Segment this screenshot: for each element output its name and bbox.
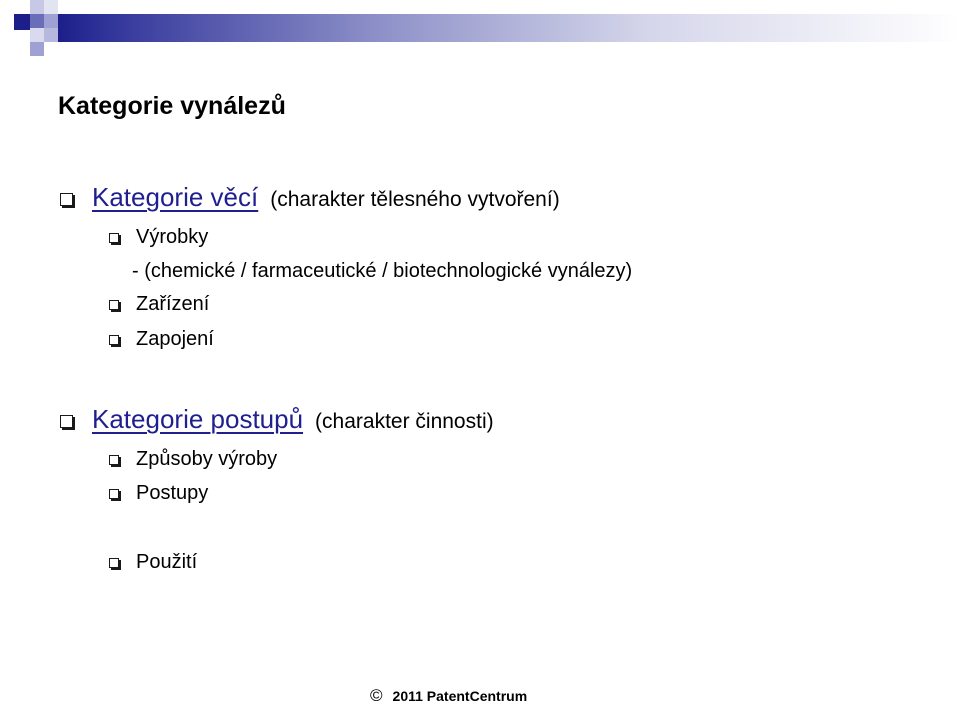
header-gradient-bar <box>58 14 960 42</box>
checkbox-bullet-icon <box>109 489 119 499</box>
list-item <box>136 448 277 471</box>
deco-square <box>30 14 44 28</box>
header-decoration <box>0 0 960 60</box>
footer-text: 2011 PatentCentrum <box>392 688 528 704</box>
list-item-label: - (chemické / farmaceutické / biotechnologické vynálezy) <box>132 260 633 282</box>
checkbox-bullet-icon <box>109 558 119 568</box>
section-heading: Kategorie věcí <box>92 182 259 212</box>
list-item <box>136 293 209 316</box>
copyright-icon: © <box>370 686 383 705</box>
section-note: (charakter činnosti) <box>315 410 494 433</box>
footer-copyright <box>370 686 527 706</box>
checkbox-bullet-icon <box>109 335 119 345</box>
deco-square <box>14 14 30 30</box>
deco-square <box>44 0 58 14</box>
list-item <box>132 260 632 283</box>
list-item-label: Použití <box>136 551 198 573</box>
list-item-label: Zařízení <box>136 293 210 315</box>
list-item-label: Postupy <box>136 482 209 504</box>
list-item-label: Výrobky <box>136 226 209 248</box>
section-heading-row <box>92 182 560 213</box>
list-item <box>136 551 197 574</box>
list-item <box>136 482 208 505</box>
checkbox-bullet-icon <box>60 193 73 206</box>
checkbox-bullet-icon <box>109 455 119 465</box>
checkbox-bullet-icon <box>60 415 73 428</box>
list-item <box>136 226 208 249</box>
checkbox-bullet-icon <box>109 300 119 310</box>
section-note: (charakter tělesného vytvoření) <box>270 188 560 211</box>
deco-square <box>44 14 58 28</box>
section-heading: Kategorie postupů <box>92 404 304 434</box>
checkbox-bullet-icon <box>109 233 119 243</box>
deco-square <box>30 0 44 14</box>
list-item-label: Zapojení <box>136 328 214 350</box>
deco-square <box>30 42 44 56</box>
slide-title: Kategorie vynálezů <box>58 92 286 120</box>
section-heading-row <box>92 404 494 435</box>
list-item-label: Způsoby výroby <box>136 448 278 470</box>
list-item <box>136 328 214 351</box>
deco-square <box>30 28 44 42</box>
deco-square <box>44 28 58 42</box>
